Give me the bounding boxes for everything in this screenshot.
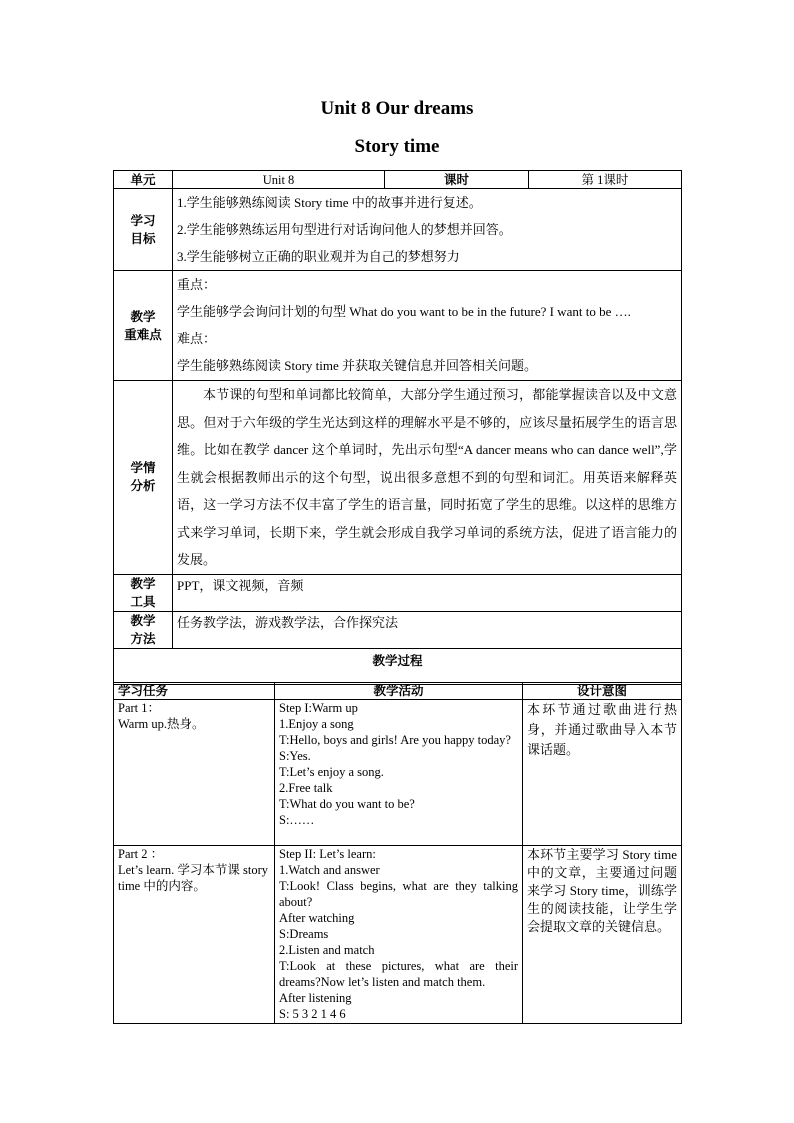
analysis-content: 本节课的句型和单词都比较简单，大部分学生通过预习，都能掌握读音以及中文意思。但对于六年级的学生光达到这样的理解水平是不够的，应该尽量拓展学生的语言思维。比如在教学 dancer 这个单词时，先出示句型“A dancer means who can dance well”,学生就会根据教师出示的这个句型，说出很多意想不到的句型和词汇。用英语来解释英语，这一学习方法不仅丰富了学生的语言量，同时拓宽了学生的思维。以这样的思维方式来学习单词，长期下来，学生就会形成自我学习单词的系统方法，促进了语言能力的发展。 — [173, 381, 682, 575]
objectives-row — [114, 189, 682, 271]
col-task-header: 学习任务 — [114, 683, 275, 700]
difficulty-text: 学生能够熟练阅读 Story time 并获取关键信息并回答相关问题。 — [177, 358, 538, 373]
col-activity-header: 教学活动 — [275, 683, 523, 700]
col-intent-header: 设计意图 — [523, 683, 682, 700]
difficulty-label: 难点： — [177, 331, 217, 346]
task-cell: Part 2 ： Let’s learn. 学习本节课 story time 中的内容。 — [114, 846, 275, 1024]
activity-cell: Step I:Warm up 1.Enjoy a song T:Hello, boys and girls! Are you happy today? S:Yes. T:Let’s enjoy a song. 2.Free talk T:What do you want to be? S:…… — [275, 700, 523, 846]
tools-row — [114, 574, 682, 611]
focus-text: 学生能够学会询问计划的句型 What do you want to be in the future? I want to be …. — [177, 304, 631, 319]
tools-label: 教学 工具 — [114, 574, 173, 611]
methods-content: 任务教学法，游戏教学法，合作探究法 — [173, 611, 682, 648]
focus-label: 重点： — [177, 277, 217, 292]
process-row — [114, 700, 682, 846]
activity-cell: Step II: Let’s learn: 1.Watch and answer T:Look! Class begins, what are they talking about? After watching S:Dreams 2.Listen and match T:Look at these pictures, what are their dreams?Now let’s listen and match them. After listening S: 5 3 2 1 4 6 — [275, 846, 523, 1024]
objective-item: 1.学生能够熟练阅读 Story time 中的故事并进行复述。 — [177, 195, 482, 210]
analysis-row — [114, 381, 682, 575]
key-points-row — [114, 271, 682, 381]
process-row — [114, 846, 682, 1024]
intent-cell: 本环节主要学习 Story time 中的文章，主要通过问题来学习 Story time，训练学生的阅读技能，让学生学会提取文章的关键信息。 — [523, 846, 682, 1024]
unit-label: 单元 — [114, 171, 173, 189]
unit-value: Unit 8 — [173, 171, 385, 189]
page-subtitle: Story time — [354, 136, 440, 157]
intent-cell: 本环节通过歌曲进行热身，并通过歌曲导入本节课话题。 — [523, 700, 682, 846]
methods-row — [114, 611, 682, 648]
tools-content: PPT，课文视频，音频 — [173, 574, 682, 611]
objectives-content — [173, 189, 682, 271]
analysis-label: 学情 分析 — [114, 381, 173, 575]
page-title: Unit 8 Our dreams — [320, 98, 474, 119]
period-value: 第 1课时 — [529, 171, 682, 189]
task-cell: Part 1： Warm up.热身。 — [114, 700, 275, 846]
objective-item: 2.学生能够熟练运用句型进行对话询问他人的梦想并回答。 — [177, 222, 512, 237]
key-points-label: 教学 重难点 — [114, 271, 173, 381]
lesson-info-table — [113, 170, 682, 685]
objective-item: 3.学生能够树立正确的职业观并为自己的梦想努力 — [177, 249, 460, 264]
methods-label: 教学 方法 — [114, 611, 173, 648]
period-label: 课时 — [385, 171, 529, 189]
process-title-row — [114, 648, 682, 684]
objectives-label: 学习 目标 — [114, 189, 173, 271]
process-title: 教学过程 — [114, 648, 682, 684]
key-points-content — [173, 271, 682, 381]
process-header-row — [114, 683, 682, 700]
process-table — [113, 682, 682, 1024]
header-row — [114, 171, 682, 189]
